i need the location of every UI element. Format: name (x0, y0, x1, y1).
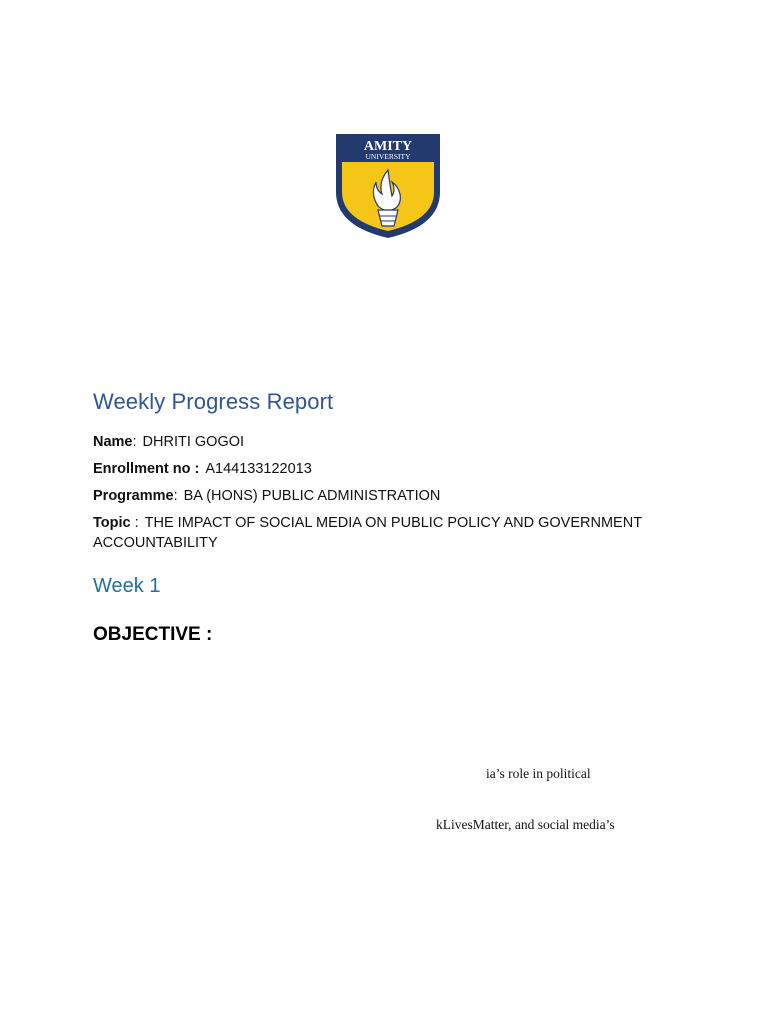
programme-field (93, 486, 440, 506)
topic-label: Topic (93, 515, 131, 531)
name-value: DHRITI GOGOI (142, 434, 245, 450)
enrollment-field (93, 459, 312, 479)
report-title: Weekly Progress Report (93, 389, 334, 414)
programme-label: Programme (93, 488, 174, 504)
topic-value: THE IMPACT OF SOCIAL MEDIA ON PUBLIC POLICY AND GOVERNMENT ACCOUNTABILITY (93, 515, 642, 551)
topic-field (93, 513, 693, 553)
text-fragment: ia’s role in political (486, 766, 591, 781)
week-heading: Week 1 (93, 575, 161, 597)
topic-separator: : (130, 515, 139, 531)
programme-value: BA (HONS) PUBLIC ADMINISTRATION (183, 488, 441, 504)
amity-university-logo (332, 130, 444, 240)
name-field (93, 432, 244, 452)
name-label: Name (93, 434, 133, 450)
logo-text-amity: AMITY (363, 139, 413, 154)
objective-heading: OBJECTIVE : (93, 624, 213, 645)
logo-text-university: UNIVERSITY (365, 152, 411, 161)
enrollment-value: A144133122013 (205, 461, 312, 477)
enrollment-label: Enrollment no : (93, 461, 200, 477)
programme-separator: : (173, 488, 178, 504)
text-fragment: kLivesMatter, and social media’s (436, 817, 615, 832)
name-separator: : (132, 434, 137, 450)
